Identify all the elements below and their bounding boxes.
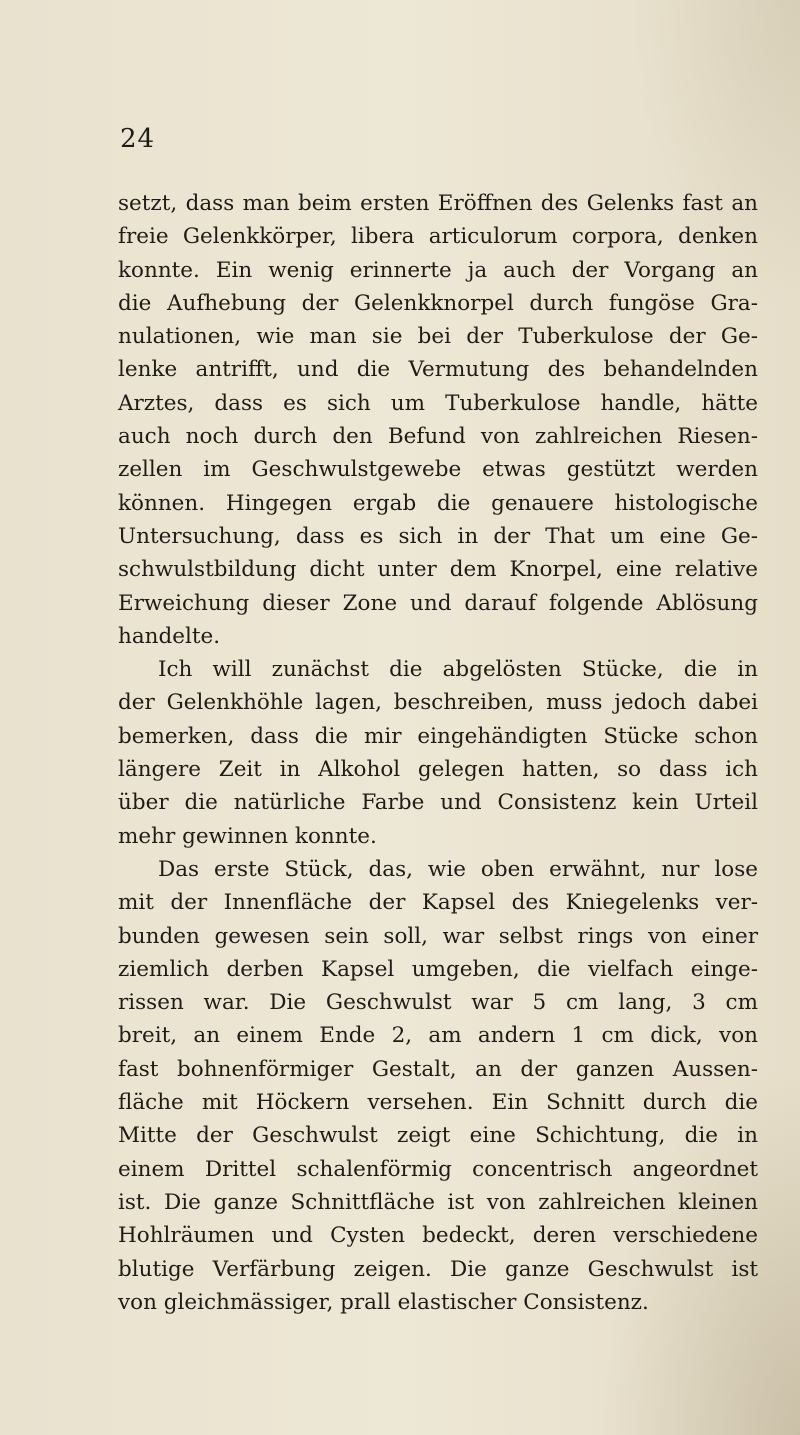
text-line: mit der Innenfläche der Kapsel des Kniegelenks ver- (118, 890, 758, 916)
text-line: ziemlich derben Kapsel umgeben, die vielfach einge- (118, 956, 758, 982)
text-line: fast bohnenförmiger Gestalt, an der ganzen Aussen- (118, 1056, 758, 1082)
text-line: der Gelenkhöhle lagen, beschreiben, muss jedoch dabei (118, 690, 758, 716)
text-line: einem Drittel schalenförmig concentrisch angeordnet (118, 1156, 758, 1182)
text-line: blutige Verfärbung zeigen. Die ganze Geschwulst ist (118, 1256, 758, 1282)
text-line: Ich will zunächst die abgelösten Stücke, die in (158, 657, 758, 683)
text-line: rissen war. Die Geschwulst war 5 cm lang, 3 cm (118, 990, 758, 1016)
text-line: längere Zeit in Alkohol gelegen hatten, so dass ich (118, 757, 758, 783)
text-line: freie Gelenkkörper, libera articulorum corpora, denken (118, 224, 758, 250)
text-line: Untersuchung, dass es sich in der That um eine Ge- (118, 523, 758, 549)
text-line: handelte. (118, 623, 221, 649)
body-text (118, 187, 758, 1319)
text-line: mehr gewinnen konnte. (118, 823, 377, 849)
text-line: Das erste Stück, das, wie oben erwähnt, nur lose (158, 856, 758, 882)
text-line: können. Hingegen ergab die genauere histologische (118, 490, 758, 516)
text-line: konnte. Ein wenig erinnerte ja auch der Vorgang an (118, 257, 758, 283)
text-line: bemerken, dass die mir eingehändigten Stücke schon (118, 723, 758, 749)
text-line: setzt, dass man beim ersten Eröffnen des Gelenks fast an (118, 191, 758, 216)
text-line: die Aufhebung der Gelenkknorpel durch fungöse Gra- (118, 290, 758, 316)
text-line: fläche mit Höckern versehen. Ein Schnitt durch die (118, 1090, 758, 1116)
text-line: zellen im Geschwulstgewebe etwas gestützt werden (118, 457, 758, 483)
text-line: über die natürliche Farbe und Consistenz kein Urteil (118, 790, 758, 816)
text-line: schwulstbildung dicht unter dem Knorpel, eine relative (118, 557, 758, 583)
text-line: von gleichmässiger, prall elastischer Consistenz. (118, 1289, 649, 1315)
text-line: Erweichung dieser Zone und darauf folgende Ablösung (118, 590, 758, 616)
text-line: Arztes, dass es sich um Tuberkulose handle, hätte (118, 390, 758, 416)
text-line: Mitte der Geschwulst zeigt eine Schichtung, die in (118, 1123, 758, 1149)
text-line: breit, an einem Ende 2, am andern 1 cm dick, von (118, 1023, 758, 1049)
text-line: auch noch durch den Befund von zahlreichen Riesen- (118, 424, 758, 450)
text-line: nulationen, wie man sie bei der Tuberkulose der Ge- (118, 324, 758, 350)
text-line: lenke antrifft, und die Vermutung des behandelnden (118, 357, 758, 383)
text-line: bunden gewesen sein soll, war selbst rings von einer (118, 923, 758, 949)
text-line: Hohlräumen und Cysten bedeckt, deren verschiedene (118, 1223, 758, 1249)
page-number: 24 (120, 124, 156, 154)
text-line: ist. Die ganze Schnittfläche ist von zahlreichen kleinen (118, 1189, 758, 1215)
